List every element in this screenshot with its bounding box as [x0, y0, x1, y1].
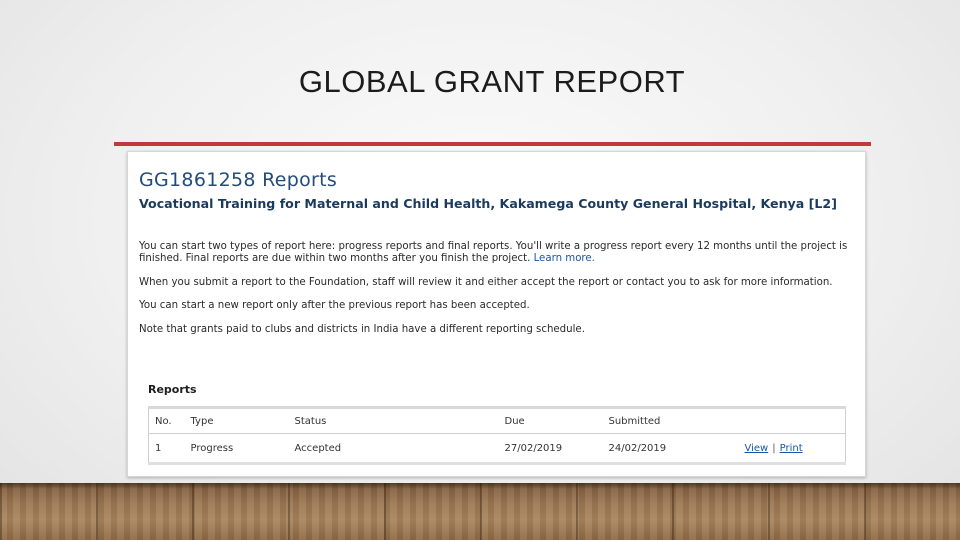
reports-table: [148, 406, 846, 465]
intro-paragraph-india-note: Note that grants paid to clubs and districts in India have a different reporting schedule.: [139, 324, 585, 336]
view-link[interactable]: View: [744, 442, 769, 454]
learn-more-link[interactable]: Learn more.: [533, 252, 595, 264]
column-header-submitted: Submitted: [608, 415, 661, 427]
report-types-text: You can start two types of report here: progress reports and final reports. You'll write a progress report every 12 months until the project is finished. Final reports are due within two months after you finish the project.: [139, 241, 848, 264]
slide-title: GLOBAL GRANT REPORT: [298, 64, 686, 99]
column-header-no: No.: [155, 415, 172, 427]
column-header-status: Status: [294, 415, 327, 427]
print-link[interactable]: Print: [779, 442, 803, 454]
intro-paragraph-review: When you submit a report to the Foundation, staff will review it and either accept the report or contact you to ask for more information.: [139, 276, 833, 288]
accent-divider: [114, 142, 871, 146]
link-separator: |: [772, 442, 776, 454]
reports-section: [148, 383, 847, 465]
cell-actions: [739, 434, 846, 464]
cell-due: 27/02/2019: [504, 442, 563, 454]
intro-text: [139, 241, 851, 348]
cell-submitted: 24/02/2019: [608, 442, 667, 454]
reports-page-screenshot: [127, 151, 866, 477]
table-row: [149, 434, 846, 464]
reports-section-label: Reports: [148, 383, 197, 396]
cell-type: Progress: [190, 442, 234, 454]
wood-floor-background: [0, 483, 960, 540]
cell-no: 1: [155, 442, 162, 454]
column-header-due: Due: [504, 415, 525, 427]
table-header-row: [149, 408, 846, 434]
page-heading: GG1861258 Reports: [139, 169, 338, 191]
column-header-actions: [739, 408, 846, 434]
intro-paragraph-new-report: You can start a new report only after the previous report has been accepted.: [139, 300, 530, 312]
project-title: Vocational Training for Maternal and Child Health, Kakamega County General Hospital, Kenya [L2]: [139, 196, 837, 211]
cell-status: Accepted: [294, 442, 342, 454]
column-header-type: Type: [190, 415, 214, 427]
intro-paragraph-report-types: [139, 241, 851, 265]
